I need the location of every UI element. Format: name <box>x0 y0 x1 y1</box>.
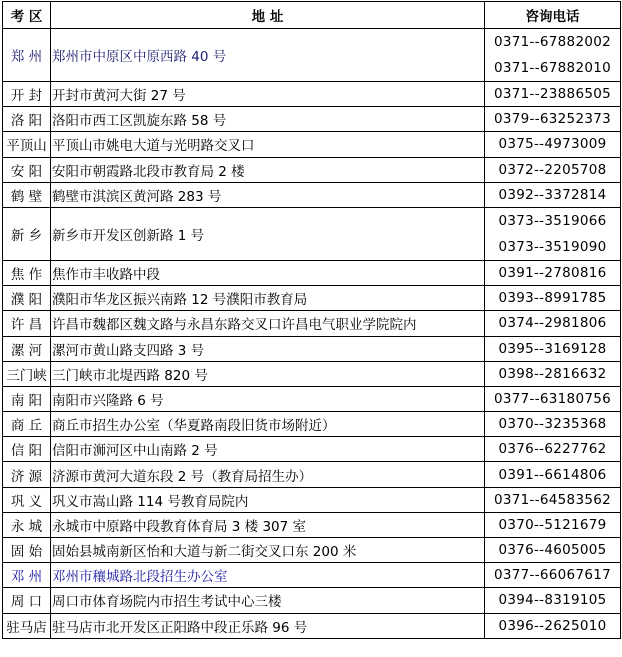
phone-number: 0394--8319105 <box>498 592 607 609</box>
address-cell: 南阳市兴隆路 6 号 <box>51 386 485 411</box>
table-row <box>3 613 621 638</box>
phone-cell <box>485 207 621 260</box>
area-cell: 驻马店 <box>3 613 51 638</box>
table-row <box>3 487 621 512</box>
address-cell: 固始县城南新区怡和大道与新二街交叉口东 200 米 <box>51 538 485 563</box>
address-cell: 洛阳市西工区凯旋东路 58 号 <box>51 107 485 132</box>
phone-cell <box>485 462 621 487</box>
area-cell: 永 城 <box>3 512 51 537</box>
table-row <box>3 207 621 260</box>
area-cell: 信 阳 <box>3 437 51 462</box>
phone-cell <box>485 29 621 82</box>
area-cell: 许 昌 <box>3 311 51 336</box>
phone-cell <box>485 563 621 588</box>
table-row <box>3 286 621 311</box>
phone-number: 0374--2981806 <box>498 315 607 332</box>
phone-number: 0371--64583562 <box>493 491 611 508</box>
area-cell: 开 封 <box>3 82 51 107</box>
table-header-row <box>3 2 621 29</box>
table-row <box>3 563 621 588</box>
phone-cell <box>485 132 621 157</box>
area-cell: 济 源 <box>3 462 51 487</box>
area-cell: 鹤 壁 <box>3 182 51 207</box>
table-body <box>3 29 621 639</box>
address-cell: 许昌市魏都区魏文路与永昌东路交叉口许昌电气职业学院院内 <box>51 311 485 336</box>
table-row <box>3 538 621 563</box>
address-cell: 驻马店市北开发区正阳路中段正乐路 96 号 <box>51 613 485 638</box>
table-row <box>3 512 621 537</box>
address-cell: 安阳市朝霞路北段市教育局 2 楼 <box>51 157 485 182</box>
address-cell: 永城市中原路中段教育体育局 3 楼 307 室 <box>51 512 485 537</box>
address-cell: 巩义市嵩山路 114 号教育局院内 <box>51 487 485 512</box>
area-cell: 邓 州 <box>3 563 51 588</box>
address-cell: 濮阳市华龙区振兴南路 12 号濮阳市教育局 <box>51 286 485 311</box>
phone-number: 0376--6227762 <box>498 441 607 458</box>
table-row <box>3 462 621 487</box>
area-cell: 焦 作 <box>3 260 51 285</box>
phone-number: 0398--2816632 <box>498 365 607 382</box>
area-cell: 漯 河 <box>3 336 51 361</box>
phone-number: 0379--63252373 <box>493 111 611 128</box>
phone-cell <box>485 82 621 107</box>
address-cell: 济源市黄河大道东段 2 号（教育局招生办） <box>51 462 485 487</box>
phone-number: 0391--6614806 <box>498 466 607 483</box>
table-row <box>3 361 621 386</box>
address-cell: 商丘市招生办公室（华夏路南段旧货市场附近） <box>51 412 485 437</box>
table-row <box>3 132 621 157</box>
phone-number: 0371--67882002 <box>493 34 611 50</box>
table-row <box>3 82 621 107</box>
exam-center-contact-table <box>2 1 621 639</box>
header-address: 地 址 <box>51 2 485 29</box>
phone-cell <box>485 107 621 132</box>
phone-number: 0391--2780816 <box>498 265 607 282</box>
area-cell: 郑 州 <box>3 29 51 82</box>
phone-number: 0371--23886505 <box>493 86 611 103</box>
area-cell: 商 丘 <box>3 412 51 437</box>
address-cell: 漯河市黄山路支四路 3 号 <box>51 336 485 361</box>
phone-number: 0396--2625010 <box>498 617 607 634</box>
phone-cell <box>485 361 621 386</box>
area-cell: 平顶山 <box>3 132 51 157</box>
phone-number: 0371--67882010 <box>493 60 611 76</box>
phone-cell <box>485 157 621 182</box>
header-phone: 咨询电话 <box>485 2 621 29</box>
address-cell: 鹤壁市淇滨区黄河路 283 号 <box>51 182 485 207</box>
phone-cell <box>485 336 621 361</box>
table-row <box>3 182 621 207</box>
area-cell: 南 阳 <box>3 386 51 411</box>
table-row <box>3 29 621 82</box>
table-row <box>3 107 621 132</box>
table-row <box>3 588 621 613</box>
phone-cell <box>485 412 621 437</box>
phone-cell <box>485 182 621 207</box>
address-cell: 郑州市中原区中原西路 40 号 <box>51 29 485 82</box>
area-cell: 周 口 <box>3 588 51 613</box>
table-row <box>3 260 621 285</box>
area-cell: 濮 阳 <box>3 286 51 311</box>
phone-number: 0395--3169128 <box>498 340 607 357</box>
address-cell: 邓州市穰城路北段招生办公室 <box>51 563 485 588</box>
phone-number: 0377--63180756 <box>493 390 611 407</box>
address-cell: 周口市体育场院内市招生考试中心三楼 <box>51 588 485 613</box>
table-row <box>3 311 621 336</box>
phone-cell <box>485 588 621 613</box>
phone-cell <box>485 311 621 336</box>
phone-number: 0370--5121679 <box>498 516 607 533</box>
area-cell: 洛 阳 <box>3 107 51 132</box>
area-cell: 新 乡 <box>3 207 51 260</box>
address-cell: 焦作市丰收路中段 <box>51 260 485 285</box>
phone-number: 0376--4605005 <box>498 542 607 559</box>
phone-number: 0373--3519090 <box>498 238 607 255</box>
phone-number: 0370--3235368 <box>498 416 607 433</box>
phone-cell <box>485 538 621 563</box>
phone-number: 0373--3519066 <box>498 212 607 229</box>
table-row <box>3 157 621 182</box>
address-cell: 新乡市开发区创新路 1 号 <box>51 207 485 260</box>
table-row <box>3 386 621 411</box>
address-cell: 信阳市浉河区中山南路 2 号 <box>51 437 485 462</box>
phone-cell <box>485 286 621 311</box>
area-cell: 三门峡 <box>3 361 51 386</box>
area-cell: 固 始 <box>3 538 51 563</box>
phone-cell <box>485 386 621 411</box>
phone-cell <box>485 487 621 512</box>
header-area: 考 区 <box>3 2 51 29</box>
phone-cell <box>485 437 621 462</box>
phone-number: 0375--4973009 <box>498 136 607 153</box>
table-row <box>3 412 621 437</box>
phone-cell <box>485 260 621 285</box>
phone-number: 0392--3372814 <box>498 186 607 203</box>
phone-cell <box>485 512 621 537</box>
address-cell: 三门峡市北堤西路 820 号 <box>51 361 485 386</box>
table-row <box>3 437 621 462</box>
area-cell: 安 阳 <box>3 157 51 182</box>
table-row <box>3 336 621 361</box>
phone-cell <box>485 613 621 638</box>
phone-number: 0393--8991785 <box>498 290 607 307</box>
address-cell: 开封市黄河大街 27 号 <box>51 82 485 107</box>
phone-number: 0377--66067617 <box>493 567 611 584</box>
area-cell: 巩 义 <box>3 487 51 512</box>
phone-number: 0372--2205708 <box>498 161 607 178</box>
address-cell: 平顶山市姚电大道与光明路交叉口 <box>51 132 485 157</box>
